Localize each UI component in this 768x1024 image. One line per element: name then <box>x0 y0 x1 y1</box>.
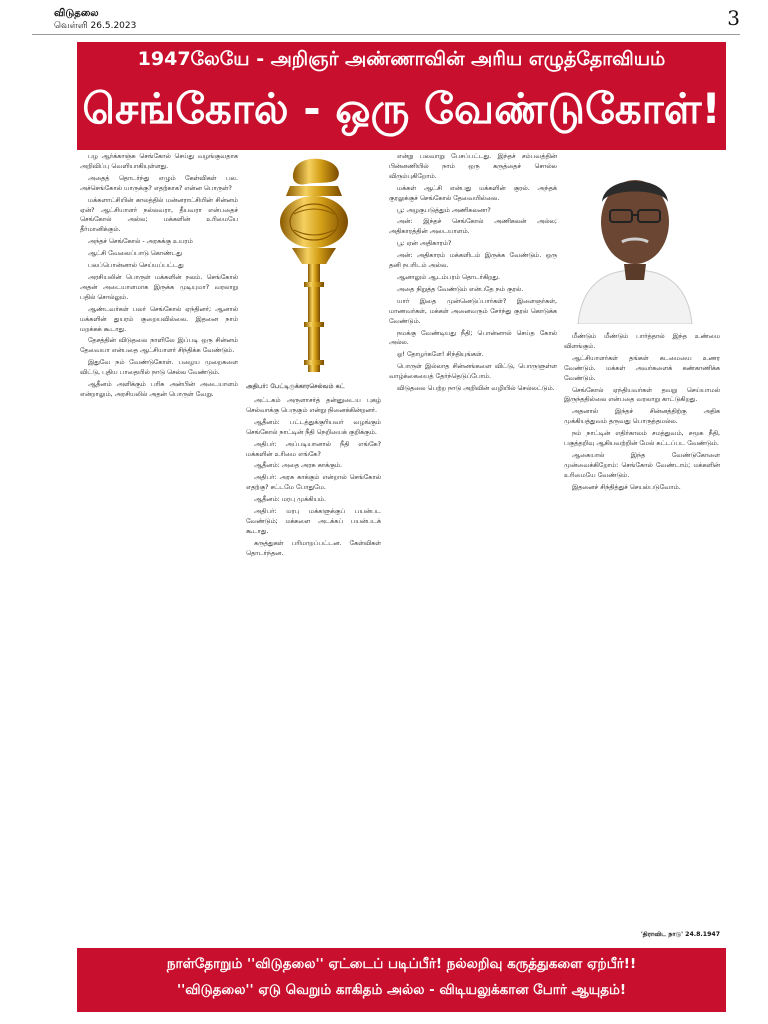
issue-date: வெள்ளி 26.5.2023 <box>54 21 137 31</box>
paragraph: பூ: அழகுபடுத்தும் அணிகலனா? <box>397 205 491 214</box>
banner-kicker: 1947லேயே - அறிஞர் அண்ணாவின் அரிய எழுத்தோவியம் <box>137 48 666 70</box>
footer-slogan-2: ''விடுதலை'' ஏடு வெறும் காகிதம் அல்ல - விடியலுக்கான போர் ஆயுதம்! <box>176 982 627 998</box>
column-2-text <box>246 396 381 940</box>
paragraph: பூ: ஏன் அதிகாரம்? <box>397 239 452 248</box>
article-column-4 <box>564 152 720 940</box>
paragraph: இதுவே நம் வேண்டுகோள். பழைய முறைகளை விட்டு, புதிய பாதையில் நாடு செல்ல வேண்டும். <box>80 358 238 377</box>
paragraph: இதனைச் சிந்தித்துச் செயல்படுவோம். <box>572 482 681 491</box>
paragraph: பலப்பொன்னால் செய்யப்பட்டது <box>88 261 184 270</box>
paragraph: மக்களாட்சியின் காலத்தில் மன்னராட்சியின் சின்னம் ஏன்? ஆட்சியாளர் நல்லவரா, தீயவரா என்பதைச் செங்கோல் அல்ல; மக்களின் உரிமையே தீர்மானிக்கும். <box>80 195 238 234</box>
masthead-rule <box>32 34 740 35</box>
paragraph: ஆதீனம்: மரபு முக்கியம். <box>254 495 327 504</box>
paragraph: ஆகையால் இந்த வேண்டுகோளை முன்வைக்கிறோம்: செங்கோல் வேண்டாம்; மக்களின் உரிமையே வேண்டும். <box>564 450 720 479</box>
article-column-3 <box>389 152 557 940</box>
paragraph: நம் நாட்டின் எதிர்காலம் சமத்துவம், சமூக நீதி, பகுத்தறிவு ஆகியவற்றின் மேல் கட்டப்பட வேண்டும். <box>564 429 720 448</box>
paragraph: அன்: இந்தச் செங்கோல் அணிகலன் அல்ல; அதிகாரத்தின் அடையாளம். <box>389 217 557 236</box>
paragraph: ஆண்டவர்கள் பலர் செங்கோல் ஏந்தினர்; ஆனால் மக்களின் துயரம் குறையவில்லை. இதனை நாம் மறக்கக் கூடாது. <box>80 304 238 333</box>
paragraph: ஓ! தோழர்களே! சிந்தியுங்கள். <box>397 350 484 359</box>
article-body <box>80 152 720 940</box>
paragraph: நமக்கு வேண்டியது நீதி; பொன்னால் செய்த கோல் அல்ல. <box>389 328 557 347</box>
portrait-icon <box>564 152 706 324</box>
paragraph: பழ ஆர்க்காஞ்சு செங்கோல் செய்து வழங்குவதாக அறிவிப்பு வெளியாகியுள்ளது. <box>80 152 238 170</box>
paragraph: அந்தச் செங்கோல் - அரசுக்கு உயரம் <box>88 237 193 246</box>
paragraph: அட்டகம் அருளாசர்த் தன்னுடைய புகழ் செல்வாக்கு பெருகும் என்று நினைக்கின்றனர். <box>246 396 381 414</box>
paragraph: செங்கோல் ஏந்தியவர்கள் தவறு செய்யாமல் இருந்ததில்லை என்பதை வரலாறு காட்டுகிறது. <box>564 385 720 404</box>
footer-slogan-1: நாள்தோறும் ''விடுதலை'' ஏட்டைப் படிப்பீர்! நல்லறிவு கருத்துகளை ஏற்பீர்!! <box>166 956 637 972</box>
column-4-text <box>564 332 720 940</box>
paragraph: தேசத்தின் விடுதலை நாளிலே இப்படி ஒரு சின்னம் தேவையா என்பதை ஆட்சியாளர் சிந்திக்க வேண்டும். <box>80 336 238 355</box>
paragraph: அதை நிறுத்த வேண்டும் என்பதே நம் குரல். <box>397 284 524 293</box>
paragraph: ஆனாலும் ஆடம்பரம் தொடர்கிறது. <box>397 272 500 281</box>
headline-banner <box>77 42 726 150</box>
paragraph: அதிபர்: அரசு காக்கும் என்றால் செங்கோல் எதற்கு? சட்டமே போதுமே. <box>246 473 381 492</box>
paragraph: அரசியலின் பொருள் மக்களின் நலம். செங்கோல் அதன் அடையாளமாக இருக்க முடியுமா? வரலாறு பதில் சொல்லும். <box>80 272 238 301</box>
paragraph: அதிபர்: மரபு மக்களுக்குப் பயன்பட வேண்டும்; மக்களை அடக்கப் பயன்படக் கூடாது. <box>246 507 381 535</box>
paragraph: பொருள் இல்லாத சின்னங்களை விட்டு, பொருளுள்ள வாழ்க்கையைத் தேர்ந்தெடுப்போம். <box>389 362 557 381</box>
footer-banner <box>77 948 726 1012</box>
paragraph: ஆட்சி வேலைப்பாடு கொண்டது <box>88 249 182 258</box>
paragraph: அன்: அதிகாரம் மக்களிடம் இருக்க வேண்டும். ஒரு தனி நபரிடம் அல்ல. <box>389 251 557 270</box>
paragraph: அதனால் இந்தச் சின்னத்திற்கு அதிக முக்கியத்துவம் தருவது பொருத்தமல்ல. <box>564 407 720 426</box>
article-column-1 <box>80 152 238 940</box>
newspaper-name: விடுதலை <box>54 8 99 19</box>
page-number: 3 <box>727 6 740 30</box>
paragraph: என்று பலவாறு பேசப்பட்டது. இந்தச் சம்பவத்தின் பின்னணியில் நாம் ஒரு கருத்தைச் சொல்ல விரும்புகிறோம். <box>389 152 557 180</box>
paragraph: மீண்டும் மீண்டும் பார்த்தால் இந்த உண்மை விளங்கும். <box>564 332 720 350</box>
paragraph: அதைத் தொடர்ந்து எழும் கேள்விகள் பல. அச்செங்கோல் யாருக்கு? எதற்காக? என்ன பொருள்? <box>80 173 238 192</box>
annadurai-portrait <box>564 152 706 324</box>
paragraph: விடுதலை பெற்ற நாடு அறிவின் வழியில் செல்லட்டும். <box>397 384 555 393</box>
sengol-icon <box>246 152 381 382</box>
paragraph: அதிபர்: அப்படியானால் நீதி எங்கே? மக்களின் உரிமை எங்கே? <box>246 439 381 458</box>
paragraph: ஆதீனம்: அதை அரசு காக்கும். <box>254 461 343 470</box>
sengol-image <box>246 152 381 382</box>
paragraph: கருத்துகள் பரிமாறப்பட்டன. கேள்விகள் தொடர்ந்தன. <box>246 538 381 557</box>
masthead <box>32 6 740 36</box>
banner-headline: செங்கோல் - ஒரு வேண்டுகோள்! <box>82 84 721 133</box>
paragraph: யார் இதை முன்னெடுப்பார்கள்? இளைஞர்கள், மாணவர்கள், மக்கள் அனைவரும் சேர்ந்து குரல் கொடுக்க வேண்டும். <box>389 296 557 325</box>
paragraph: ஆதீனம்: பட்டத்துக்குரியவர் வழங்கும் செங்கோல் நாட்டின் நீதி நெறியைக் குறிக்கும். <box>246 417 381 436</box>
paragraph: ஆட்சியாளர்கள் தங்கள் கடமையை உணர வேண்டும். மக்கள் அவர்களைக் கண்காணிக்க வேண்டும். <box>564 353 720 382</box>
image-caption: அதிபர்: பேட்டிருக்காரசெல்வம் கட் <box>246 383 345 390</box>
article-column-2 <box>246 152 381 940</box>
source-signature: 'திராவிட நாடு' 24.8.1947 <box>640 931 720 939</box>
paragraph: மக்கள் ஆட்சி என்பது மக்களின் குரல். அந்தக் குரலுக்குச் செங்கோல் தேவையில்லை. <box>389 183 557 202</box>
paragraph: ஆதீனம் அளிக்கும் பரிசு அன்பின் அடையாளம் என்றாலும், அரசியலில் அதன் பொருள் வேறு. <box>80 380 238 398</box>
